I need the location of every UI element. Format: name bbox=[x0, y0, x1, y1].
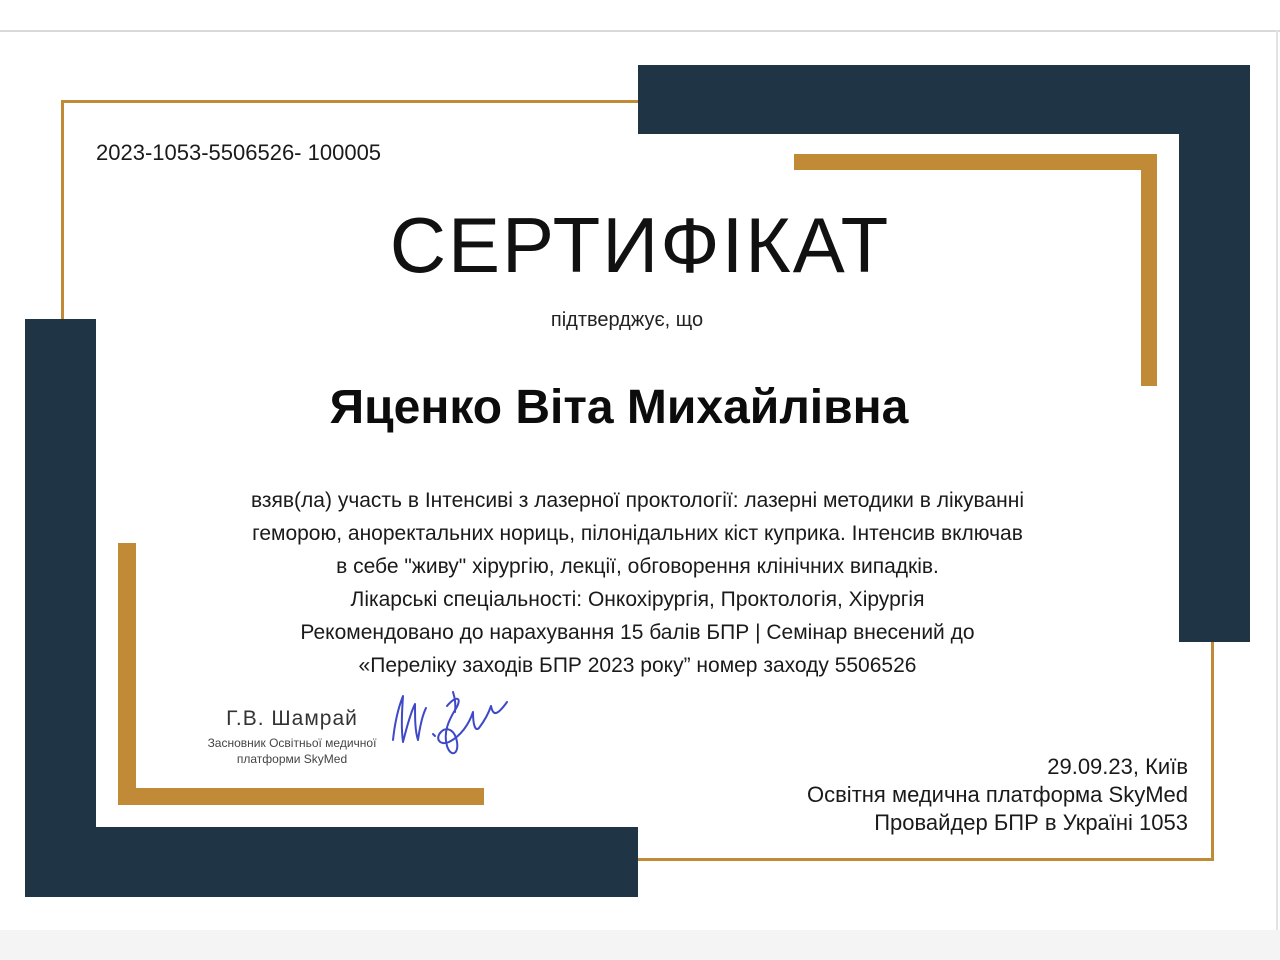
page-right-border bbox=[1276, 30, 1278, 930]
gold-corner-bottom-left-vertical bbox=[118, 543, 136, 805]
page-bottom-strip bbox=[0, 930, 1280, 960]
certificate-subtitle: підтверджує, що bbox=[550, 309, 704, 331]
signer-block bbox=[192, 707, 392, 767]
signature-stroke bbox=[453, 692, 455, 712]
signature-stroke bbox=[438, 699, 507, 753]
page-top-border bbox=[0, 30, 1280, 32]
body-line: взяв(ла) участь в Інтенсиві з лазерної проктології: лазерні методики в лікуванні bbox=[250, 489, 1024, 512]
gold-corner-top-right-horizontal bbox=[794, 154, 1157, 170]
gold-frame-top bbox=[61, 100, 641, 103]
certificate-title: СЕРТИФІКАТ bbox=[389, 201, 891, 289]
handwritten-signature bbox=[385, 676, 515, 766]
certificate-footer bbox=[807, 753, 1188, 837]
gold-corner-bottom-left-horizontal bbox=[118, 788, 484, 805]
signature-stroke bbox=[393, 696, 426, 742]
gold-frame-right bbox=[1211, 640, 1214, 861]
signer-role-line: Засновник Освітньої медичної bbox=[207, 736, 377, 750]
body-line: Лікарські спеціальності: Онкохірургія, Проктологія, Хірургія bbox=[350, 588, 925, 611]
body-line: геморою, аноректальних нориць, пілонідальних кіст куприка. Інтенсив включав bbox=[252, 522, 1023, 545]
body-line: в себе "живу" хірургію, лекції, обговорення клінічних випадків. bbox=[336, 555, 939, 578]
signer-role bbox=[192, 735, 392, 767]
signer-name: Г.В. Шамрай bbox=[226, 707, 358, 730]
gold-frame-bottom bbox=[636, 858, 1214, 861]
body-line: Рекомендовано до нарахування 15 балів БПР | Семінар внесений до bbox=[300, 621, 975, 644]
recipient-name: Яценко Віта Михайлівна bbox=[329, 381, 909, 434]
signer-role-line: платформи SkyMed bbox=[236, 752, 348, 766]
body-line: «Переліку заходів БПР 2023 року” номер заходу 5506526 bbox=[358, 654, 917, 677]
provider-info: Провайдер БПР в Україні 1053 bbox=[874, 810, 1188, 835]
organization-name: Освітня медична платформа SkyMed bbox=[807, 782, 1188, 807]
signature-stroke bbox=[433, 734, 435, 736]
date-place: 29.09.23, Київ bbox=[1047, 754, 1188, 779]
certificate-body bbox=[150, 484, 1125, 682]
certificate-number: 2023-1053-5506526- 100005 bbox=[96, 140, 382, 165]
